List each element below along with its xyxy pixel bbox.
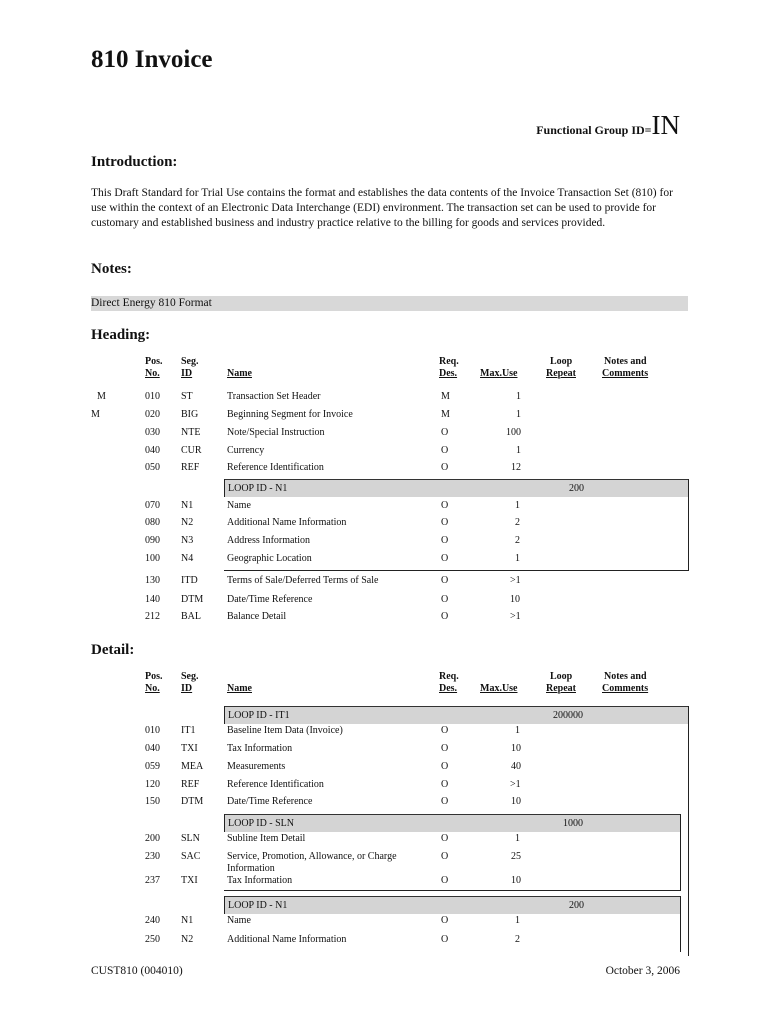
pos-cell: 150: [145, 796, 160, 807]
req-cell: O: [441, 553, 449, 564]
name-cell: Beginning Segment for Invoice: [227, 409, 353, 420]
req-cell: O: [441, 445, 449, 456]
table-row: [0, 742, 680, 756]
seg-cell: N2: [181, 517, 194, 528]
table-row: [0, 552, 688, 566]
pos-cell: 020: [145, 409, 160, 420]
name-cell: Transaction Set Header: [227, 391, 321, 402]
detail-column-headers: [0, 671, 770, 697]
name-cell: Subline Item Detail: [227, 833, 306, 844]
col-loop-label: Loop: [550, 671, 573, 682]
max-cell: 1: [516, 445, 521, 456]
seg-cell: TXI: [181, 875, 198, 886]
req-cell: O: [441, 915, 449, 926]
col-req-label: Req.: [439, 671, 459, 682]
col-name-label: Name: [227, 683, 252, 694]
seg-cell: REF: [181, 462, 200, 473]
seg-cell: CUR: [181, 445, 202, 456]
name-cell: Additional Name Information: [227, 517, 347, 528]
detail-section-title: Detail:: [91, 642, 135, 658]
table-row: [0, 461, 770, 475]
seg-cell: SAC: [181, 851, 201, 862]
pos-cell: 090: [145, 535, 160, 546]
req-cell: O: [441, 934, 449, 945]
req-cell: O: [441, 594, 449, 605]
pos-cell: 080: [145, 517, 160, 528]
table-row: [0, 610, 770, 624]
table-row: [0, 795, 680, 809]
req-cell: O: [441, 611, 449, 622]
col-req-label-2: Des.: [439, 683, 458, 694]
seg-cell: DTM: [181, 796, 204, 807]
max-cell: 25: [511, 851, 521, 862]
req-cell: O: [441, 761, 449, 772]
name-cell: Tax Information: [227, 743, 293, 754]
loop-repeat: 1000: [563, 818, 583, 829]
pos-cell: 030: [145, 427, 160, 438]
table-row: [0, 408, 770, 422]
seg-cell: ST: [181, 391, 193, 402]
max-cell: 1: [515, 725, 520, 736]
seg-cell: N3: [181, 535, 194, 546]
max-cell: >1: [510, 779, 521, 790]
footer-document-id: CUST810 (004010): [91, 965, 183, 977]
table-row: [0, 516, 688, 530]
max-cell: 40: [511, 761, 521, 772]
table-row: [0, 593, 770, 607]
introduction-text: This Draft Standard for Trial Use contains the format and establishes the data contents of the Invoice Transaction Set (810) for use within the context of an Electronic Data Interchange (EDI) environment. The transaction set can be used to provide for customary and established business and industry practice relative to the billing for goods and services provided.: [91, 187, 673, 229]
col-pos-label: Pos.: [145, 671, 163, 682]
col-notes-label-2: Comments: [602, 683, 649, 694]
col-seg-label: Seg.: [181, 671, 199, 682]
name-cell: Measurements: [227, 761, 286, 772]
col-max-label: Max.Use: [480, 683, 518, 694]
col-loop-label-2: Repeat: [546, 683, 576, 694]
name-cell: Reference Identification: [227, 462, 324, 473]
seg-cell: SLN: [181, 833, 200, 844]
pos-cell: 059: [145, 761, 160, 772]
col-loop-label-2: Repeat: [546, 368, 576, 379]
name-cell-continued: Information: [227, 863, 275, 874]
req-cell: O: [441, 517, 449, 528]
req-cell: O: [441, 500, 449, 511]
seg-cell: REF: [181, 779, 200, 790]
req-cell: O: [441, 427, 449, 438]
introduction-heading: Introduction:: [91, 154, 178, 170]
table-row: [0, 534, 688, 548]
seg-cell: IT1: [181, 725, 196, 736]
table-row: [0, 874, 680, 888]
max-cell: 12: [511, 462, 521, 473]
loop-label: LOOP ID - IT1: [228, 710, 290, 721]
max-cell: 2: [515, 517, 520, 528]
table-row: [0, 390, 770, 404]
pos-cell: 070: [145, 500, 160, 511]
seg-cell: NTE: [181, 427, 201, 438]
col-max-label: Max.Use: [480, 368, 518, 379]
req-cell: O: [441, 833, 449, 844]
seg-cell: ITD: [181, 575, 198, 586]
name-cell: Balance Detail: [227, 611, 287, 622]
name-cell: Currency: [227, 445, 265, 456]
col-notes-label: Notes and: [604, 356, 647, 367]
heading-column-headers: [0, 356, 770, 382]
max-cell: 10: [511, 875, 521, 886]
max-cell: 10: [510, 594, 520, 605]
table-row: [0, 724, 680, 738]
seg-cell: N1: [181, 915, 194, 926]
seg-cell: BIG: [181, 409, 199, 420]
loop-repeat: 200000: [553, 710, 583, 721]
max-cell: 2: [515, 934, 520, 945]
table-row: [0, 914, 680, 928]
seg-cell: MEA: [181, 761, 204, 772]
name-cell: Reference Identification: [227, 779, 324, 790]
table-row: [0, 760, 680, 774]
loop-repeat: 200: [569, 900, 584, 911]
name-cell: Date/Time Reference: [227, 594, 313, 605]
req-cell: O: [441, 575, 449, 586]
col-loop-label: Loop: [550, 356, 573, 367]
col-notes-label: Notes and: [604, 671, 647, 682]
req-mark: M: [97, 391, 106, 402]
max-cell: >1: [510, 575, 521, 586]
seg-cell: N1: [181, 500, 194, 511]
notes-heading: Notes:: [91, 261, 132, 277]
max-cell: 2: [515, 535, 520, 546]
notes-bar: Direct Energy 810 Format: [91, 296, 688, 311]
pos-cell: 200: [145, 833, 160, 844]
loop-label: LOOP ID - N1: [228, 900, 288, 911]
col-pos-label-2: No.: [145, 368, 160, 379]
pos-cell: 250: [145, 934, 160, 945]
table-row: [0, 850, 680, 876]
loop-repeat: 200: [569, 483, 584, 494]
pos-cell: 050: [145, 462, 160, 473]
pos-cell: 237: [145, 875, 160, 886]
col-req-label: Req.: [439, 356, 459, 367]
req-cell: M: [441, 391, 450, 402]
max-cell: 10: [511, 743, 521, 754]
col-pos-label: Pos.: [145, 356, 163, 367]
pos-cell: 100: [145, 553, 160, 564]
pos-cell: 140: [145, 594, 160, 605]
table-row: [0, 499, 688, 513]
loop-header: [225, 706, 688, 724]
req-cell: O: [441, 535, 449, 546]
name-cell: Address Information: [227, 535, 311, 546]
pos-cell: 230: [145, 851, 160, 862]
table-row: [0, 832, 680, 846]
loop-header: [225, 814, 680, 832]
name-cell: Terms of Sale/Deferred Terms of Sale: [227, 575, 379, 586]
req-cell: O: [441, 725, 449, 736]
max-cell: 100: [506, 427, 521, 438]
seg-cell: N2: [181, 934, 194, 945]
col-seg-label-2: ID: [181, 683, 193, 694]
max-cell: 1: [515, 553, 520, 564]
name-cell: Baseline Item Data (Invoice): [227, 725, 343, 736]
max-cell: 10: [511, 796, 521, 807]
req-mark: M: [91, 409, 100, 420]
name-cell: Note/Special Instruction: [227, 427, 325, 438]
name-cell: Name: [227, 915, 251, 926]
page-title: 810 Invoice: [91, 46, 213, 73]
max-cell: >1: [510, 611, 521, 622]
name-cell: Geographic Location: [227, 553, 312, 564]
loop-header: [225, 479, 688, 497]
name-cell: Name: [227, 500, 251, 511]
pos-cell: 120: [145, 779, 160, 790]
functional-group-id: [536, 110, 680, 141]
max-cell: 1: [515, 500, 520, 511]
req-cell: O: [441, 779, 449, 790]
seg-cell: BAL: [181, 611, 201, 622]
pos-cell: 040: [145, 445, 160, 456]
pos-cell: 040: [145, 743, 160, 754]
name-cell: Service, Promotion, Allowance, or Charge: [227, 851, 397, 862]
footer-date: October 3, 2006: [605, 965, 680, 977]
req-cell: O: [441, 743, 449, 754]
name-cell: Additional Name Information: [227, 934, 347, 945]
max-cell: 1: [516, 409, 521, 420]
table-row: [0, 574, 770, 588]
pos-cell: 130: [145, 575, 160, 586]
col-name-label: Name: [227, 368, 252, 379]
col-seg-label: Seg.: [181, 356, 199, 367]
req-cell: O: [441, 796, 449, 807]
req-cell: O: [441, 875, 449, 886]
loop-header: [225, 896, 680, 914]
table-row: [0, 426, 770, 440]
name-cell: Tax Information: [227, 875, 293, 886]
pos-cell: 240: [145, 915, 160, 926]
req-cell: O: [441, 851, 449, 862]
max-cell: 1: [515, 833, 520, 844]
pos-cell: 010: [145, 725, 160, 736]
col-req-label-2: Des.: [439, 368, 458, 379]
heading-section-title: Heading:: [91, 327, 151, 343]
seg-cell: TXI: [181, 743, 198, 754]
col-seg-label-2: ID: [181, 368, 193, 379]
table-row: [0, 444, 770, 458]
table-row: [0, 933, 680, 947]
loop-label: LOOP ID - N1: [228, 483, 288, 494]
max-cell: 1: [516, 391, 521, 402]
pos-cell: 212: [145, 611, 160, 622]
max-cell: 1: [515, 915, 520, 926]
seg-cell: DTM: [181, 594, 204, 605]
name-cell: Date/Time Reference: [227, 796, 313, 807]
seg-cell: N4: [181, 553, 194, 564]
loop-label: LOOP ID - SLN: [228, 818, 295, 829]
req-cell: O: [441, 462, 449, 473]
col-notes-label-2: Comments: [602, 368, 649, 379]
functional-group-label: Functional Group ID=: [536, 123, 652, 137]
req-cell: M: [441, 409, 450, 420]
col-pos-label-2: No.: [145, 683, 160, 694]
pos-cell: 010: [145, 391, 160, 402]
functional-group-value: IN: [651, 110, 680, 140]
table-row: [0, 778, 680, 792]
